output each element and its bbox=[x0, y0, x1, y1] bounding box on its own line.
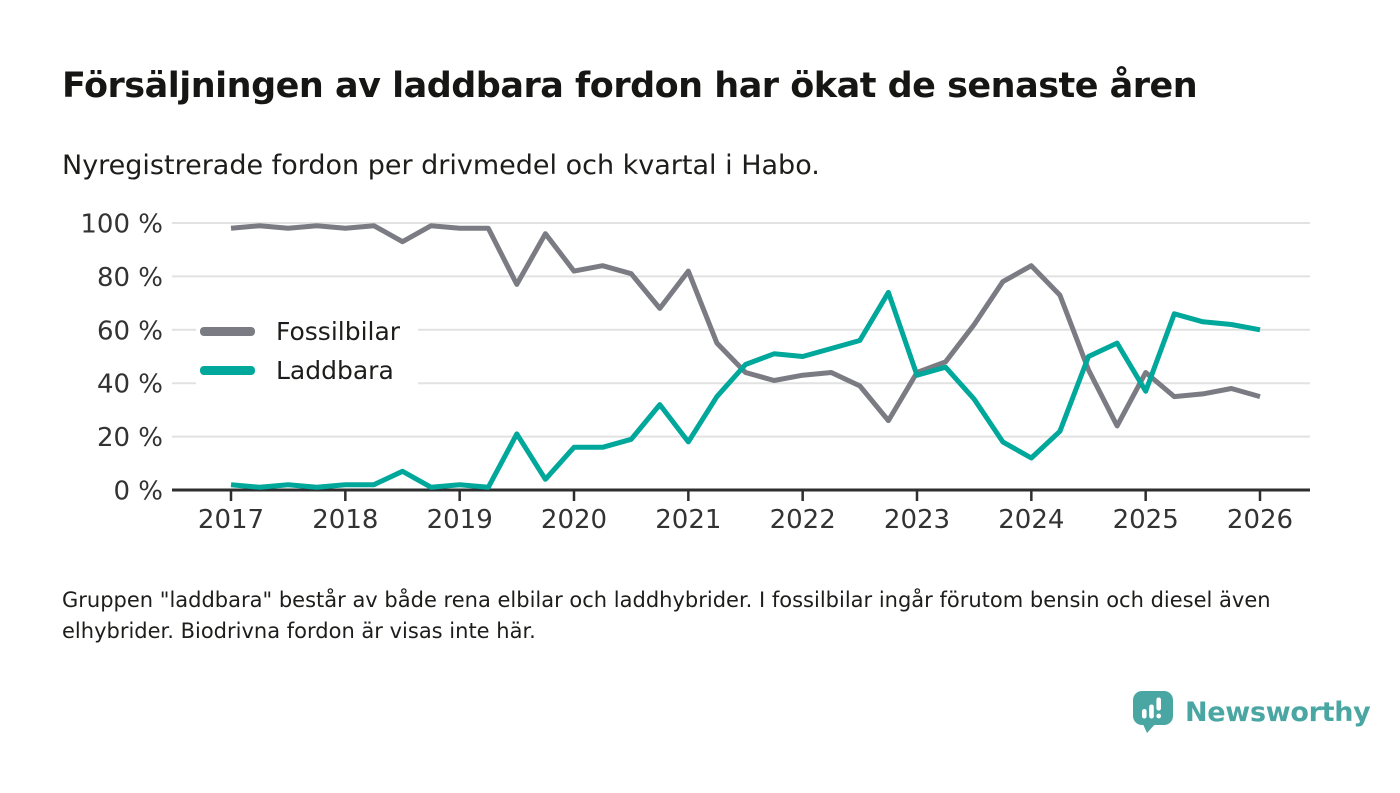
newsworthy-logo bbox=[1132, 690, 1370, 734]
x-tick-label-2026: 2026 bbox=[1226, 505, 1294, 535]
y-tick-label-40: 40 % bbox=[96, 369, 163, 400]
page-subtitle: Nyregistrerade fordon per drivmedel och kvartal i Habo. bbox=[62, 150, 820, 181]
legend-swatch-laddbara-icon bbox=[200, 366, 255, 375]
x-tick-label-2017: 2017 bbox=[197, 505, 265, 535]
x-tick-label-2024: 2024 bbox=[998, 505, 1065, 535]
x-tick-label-2018: 2018 bbox=[312, 505, 379, 535]
x-tick-label-2021: 2021 bbox=[655, 505, 722, 535]
legend-swatch-fossilbilar-icon bbox=[200, 327, 255, 336]
legend-label-laddbara: Laddbara bbox=[276, 355, 394, 385]
y-tick-label-0: 0 % bbox=[113, 476, 163, 507]
y-tick-label-80: 80 % bbox=[96, 262, 163, 293]
newsworthy-logo-text: Newsworthy bbox=[1185, 696, 1371, 728]
y-tick-label-60: 60 % bbox=[96, 316, 163, 347]
chart-legend bbox=[196, 314, 418, 387]
x-tick-label-2023: 2023 bbox=[883, 505, 951, 535]
legend-item-laddbara bbox=[200, 355, 400, 385]
x-tick-label-2020: 2020 bbox=[540, 505, 608, 535]
x-tick-label-2022: 2022 bbox=[769, 505, 836, 535]
legend-label-fossilbilar: Fossilbilar bbox=[276, 316, 401, 346]
y-tick-label-100: 100 % bbox=[80, 209, 163, 240]
page-title: Försäljningen av laddbara fordon har ökat de senaste åren bbox=[62, 66, 1198, 106]
chart-footnote: Gruppen "laddbara" består av både rena elbilar och laddhybrider. I fossilbilar ingår förutom bensin och diesel även elhybrider. Biodrivna fordon är visas inte här. bbox=[62, 588, 1271, 643]
x-tick-label-2019: 2019 bbox=[426, 505, 493, 535]
y-tick-label-20: 20 % bbox=[96, 423, 163, 454]
x-tick-label-2025: 2025 bbox=[1112, 505, 1179, 535]
newsworthy-logo-icon bbox=[1132, 690, 1174, 734]
legend-item-fossilbilar bbox=[200, 316, 400, 346]
